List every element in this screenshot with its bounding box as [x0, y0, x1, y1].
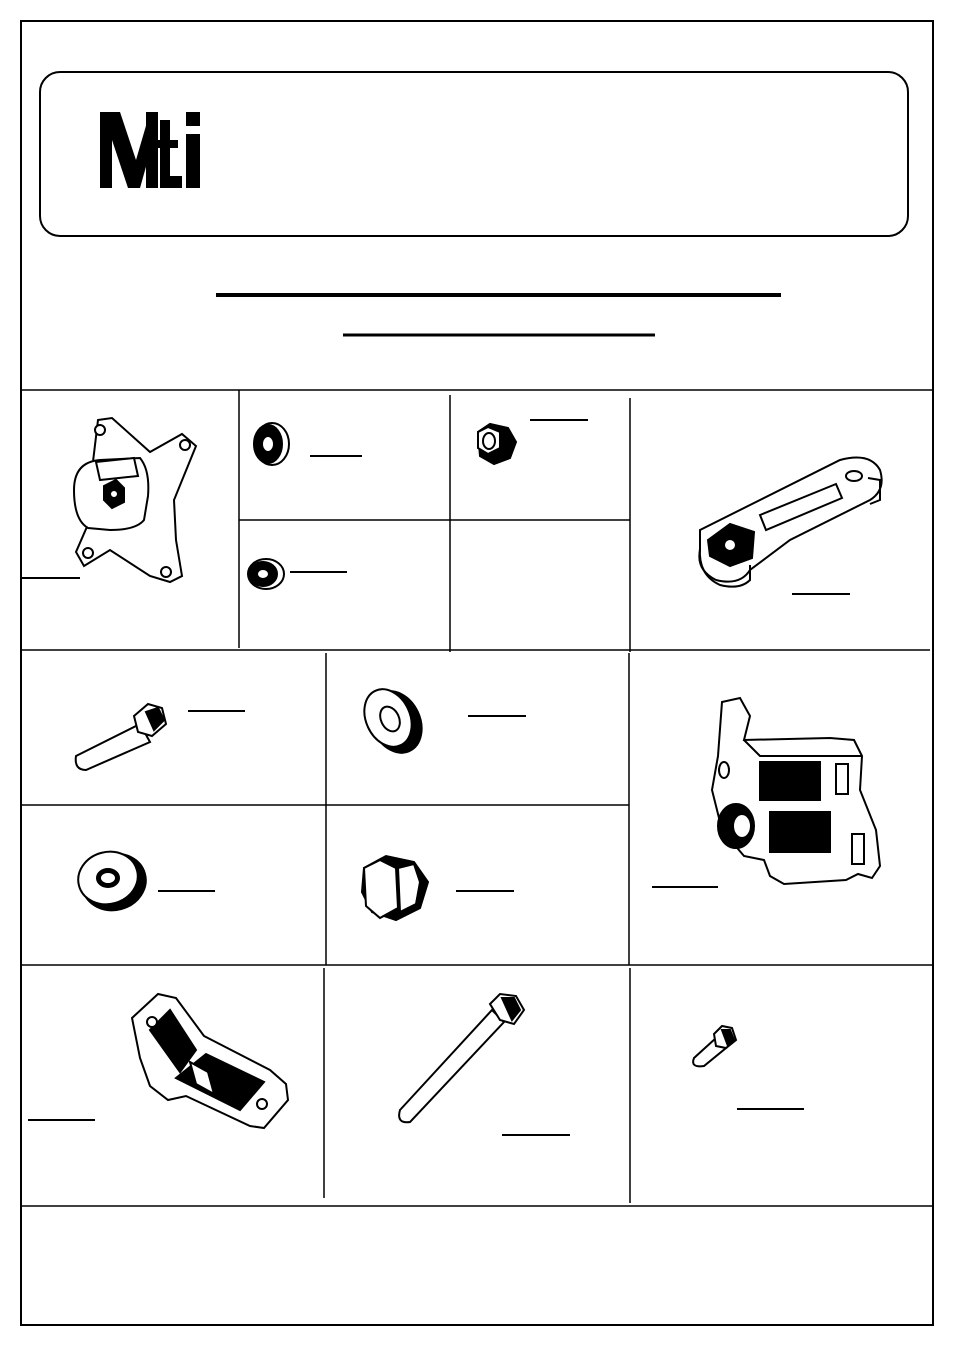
- page-frame: [21, 21, 933, 1325]
- washer-icon: [254, 423, 289, 465]
- washer-icon: [248, 559, 284, 589]
- washer-icon: [355, 682, 431, 762]
- hex-nut-icon: [362, 856, 428, 920]
- arm-bracket-icon: [699, 458, 881, 587]
- hex-nut-icon: [478, 424, 516, 464]
- short-hex-bolt-icon: [693, 1026, 736, 1066]
- header-box: [40, 72, 908, 236]
- vesa-adapter-plate-icon: [74, 418, 196, 582]
- long-hex-bolt-icon: [399, 994, 524, 1122]
- wall-bracket-icon: [712, 698, 880, 884]
- washer-icon: [72, 845, 152, 917]
- clamp-bracket-icon: [132, 994, 288, 1128]
- logo-icon: [100, 112, 200, 188]
- hex-bolt-icon: [76, 704, 166, 770]
